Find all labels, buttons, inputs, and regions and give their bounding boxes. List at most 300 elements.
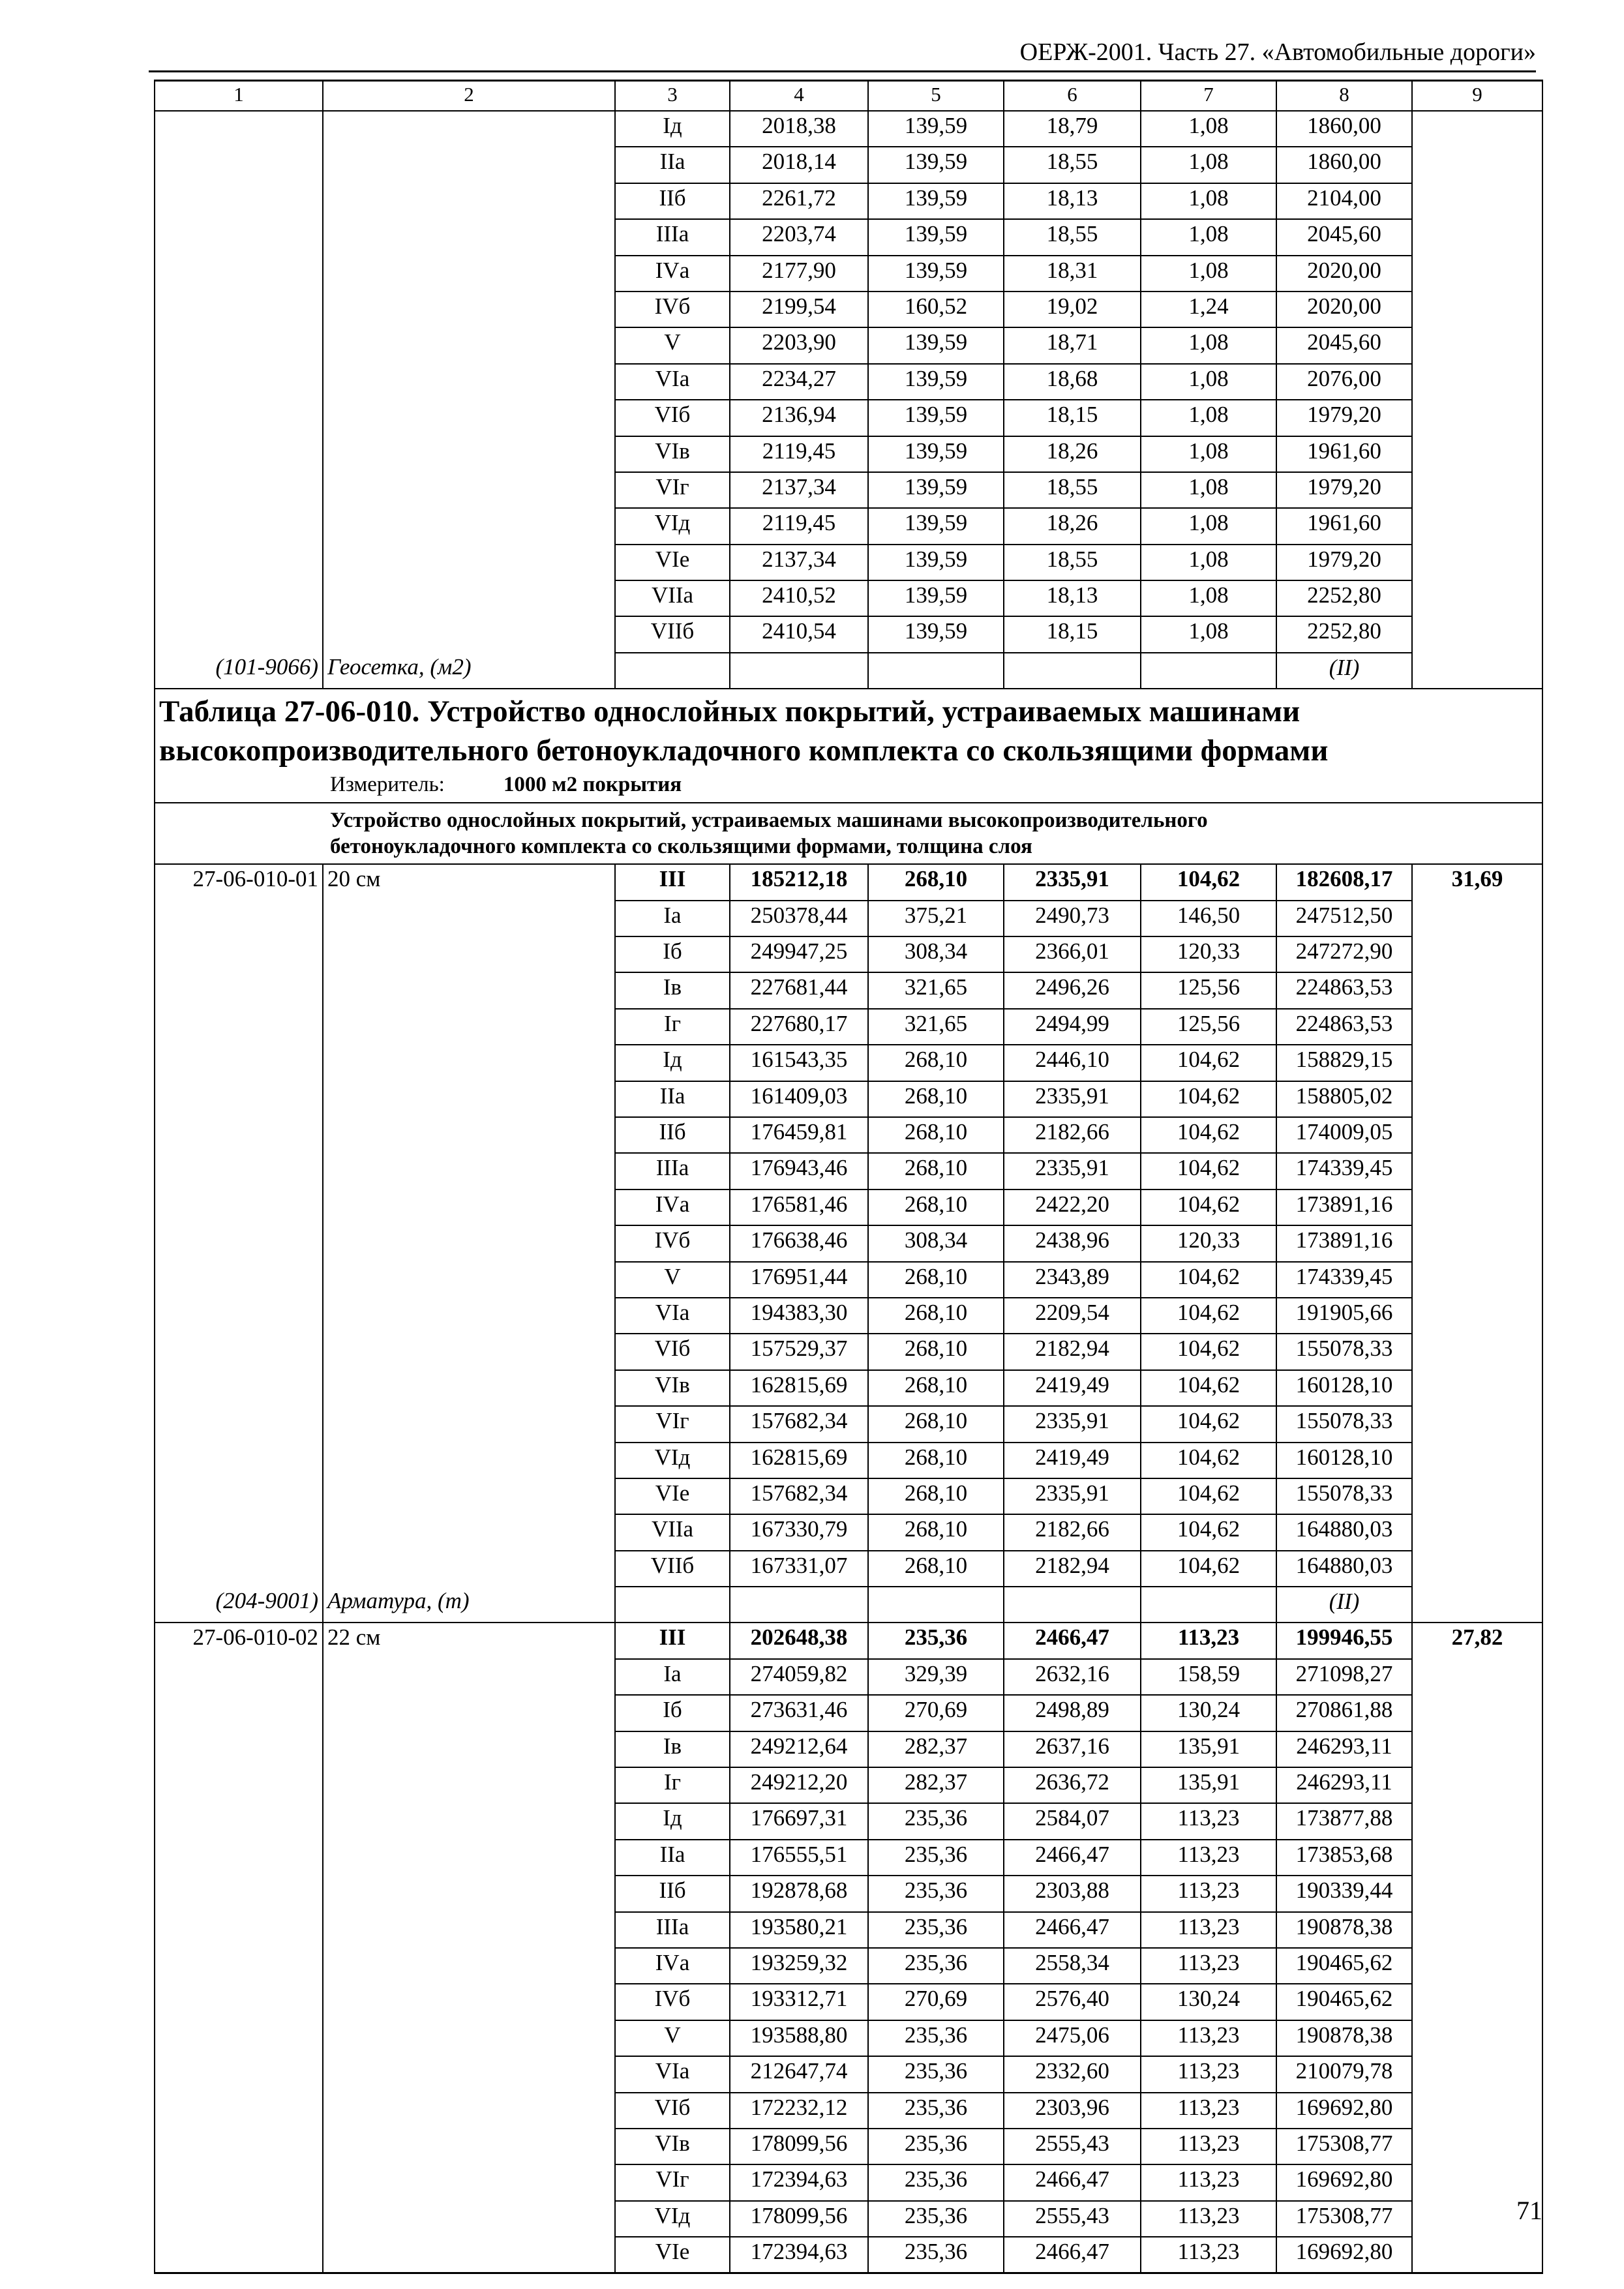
- value-cell: 1,08: [1141, 508, 1276, 544]
- column-number: 9: [1412, 81, 1542, 112]
- value-cell: 139,59: [868, 580, 1004, 616]
- value-cell: 2018,38: [730, 111, 868, 147]
- value-cell: 282,37: [868, 1767, 1004, 1803]
- value-cell: 162815,69: [730, 1443, 868, 1478]
- value-cell: 125,56: [1141, 972, 1276, 1008]
- value-cell: 2261,72: [730, 183, 868, 219]
- rate-name: 20 см: [323, 864, 615, 900]
- value-cell: 2020,00: [1276, 292, 1412, 327]
- table-cell: [323, 1189, 615, 1225]
- value-cell: 2104,00: [1276, 183, 1412, 219]
- table-cell: [323, 1731, 615, 1767]
- value-cell: 321,65: [868, 972, 1004, 1008]
- table-cell: [323, 1840, 615, 1876]
- column-number: 1: [155, 81, 323, 112]
- table-cell: [323, 1117, 615, 1153]
- value-cell: 2576,40: [1004, 1984, 1141, 2020]
- table-row: [155, 111, 1542, 147]
- value-cell: 191905,66: [1276, 1298, 1412, 1334]
- column-number: 5: [868, 81, 1004, 112]
- value-cell: 104,62: [1141, 1298, 1276, 1334]
- table-cell: [155, 508, 323, 544]
- table-cell: [323, 2020, 615, 2056]
- table-cell: [323, 111, 615, 147]
- table-cell: [1412, 616, 1542, 652]
- value-cell: 193580,21: [730, 1912, 868, 1948]
- value-cell: 139,59: [868, 400, 1004, 436]
- table-row: [155, 1912, 1542, 1948]
- zone-cell: V: [615, 2020, 730, 2056]
- table-cell: [155, 545, 323, 580]
- value-cell: 270,69: [868, 1984, 1004, 2020]
- value-cell: 190878,38: [1276, 2020, 1412, 2056]
- value-cell: 139,59: [868, 111, 1004, 147]
- table-cell: [323, 292, 615, 327]
- value-cell: 235,36: [868, 1623, 1004, 1658]
- value-cell: 375,21: [868, 901, 1004, 936]
- value-cell: 2632,16: [1004, 1659, 1141, 1695]
- table-cell: [155, 436, 323, 472]
- value-cell: 2438,96: [1004, 1225, 1141, 1261]
- page-number: 71: [1516, 2196, 1542, 2225]
- table-row: [155, 936, 1542, 972]
- value-cell: 172232,12: [730, 2093, 868, 2129]
- table-cell: [323, 2237, 615, 2273]
- value-cell: 2137,34: [730, 545, 868, 580]
- value-cell: 120,33: [1141, 1225, 1276, 1261]
- table-title-line: высокопроизводительного бетоноукладочного комплекта со скользящими формами: [159, 734, 1329, 768]
- table-row: [155, 472, 1542, 508]
- table-cell: [323, 936, 615, 972]
- value-cell: 235,36: [868, 2201, 1004, 2237]
- rate-base-row: [155, 1623, 1542, 1658]
- value-cell: 139,59: [868, 219, 1004, 255]
- rates-table: [154, 80, 1543, 2274]
- value-cell: 2136,94: [730, 400, 868, 436]
- table-subtitle-cell: [155, 803, 1542, 864]
- table-cell: [1412, 472, 1542, 508]
- zone-cell: Iд: [615, 1803, 730, 1839]
- value-cell: 113,23: [1141, 2201, 1276, 2237]
- value-cell: 1,08: [1141, 545, 1276, 580]
- value-cell: 160128,10: [1276, 1443, 1412, 1478]
- table-cell: [1412, 653, 1542, 689]
- column-number: 8: [1276, 81, 1412, 112]
- table-title: [155, 692, 1542, 770]
- value-cell: 2234,27: [730, 364, 868, 400]
- table-cell: [155, 364, 323, 400]
- value-cell: 2203,74: [730, 219, 868, 255]
- table-cell: [323, 2129, 615, 2164]
- zone-cell: VIб: [615, 1334, 730, 1369]
- value-cell: 1,08: [1141, 147, 1276, 183]
- zone-cell: VIг: [615, 472, 730, 508]
- value-cell: 18,68: [1004, 364, 1141, 400]
- table-row: [155, 1045, 1542, 1081]
- table-row: [155, 292, 1542, 327]
- table-row: [155, 2201, 1542, 2237]
- table-row: [155, 1478, 1542, 1514]
- value-cell: 174339,45: [1276, 1153, 1412, 1189]
- value-cell: 173877,88: [1276, 1803, 1412, 1839]
- zone-cell: IIб: [615, 1117, 730, 1153]
- value-cell: 178099,56: [730, 2129, 868, 2164]
- table-cell: [155, 256, 323, 292]
- table-row: [155, 508, 1542, 544]
- table-cell: [323, 1695, 615, 1731]
- zone-cell: VIа: [615, 364, 730, 400]
- value-cell: 104,62: [1141, 1153, 1276, 1189]
- value-cell: 1979,20: [1276, 400, 1412, 436]
- measure-label: Измеритель:: [330, 773, 445, 797]
- zone-cell: VIIа: [615, 580, 730, 616]
- value-cell: 2490,73: [1004, 901, 1141, 936]
- value-cell: 162815,69: [730, 1370, 868, 1406]
- value-cell: 2119,45: [730, 436, 868, 472]
- table-row: [155, 1189, 1542, 1225]
- table-cell: [1412, 1948, 1542, 1984]
- table-cell: [1412, 2129, 1542, 2164]
- table-row: [155, 1153, 1542, 1189]
- table-cell: [323, 1153, 615, 1189]
- value-cell: 2496,26: [1004, 972, 1141, 1008]
- table-cell: [155, 580, 323, 616]
- resource-row: [155, 1587, 1542, 1623]
- table-cell: [1412, 147, 1542, 183]
- table-cell: [1412, 1514, 1542, 1550]
- value-cell: 113,23: [1141, 1803, 1276, 1839]
- value-cell: 178099,56: [730, 2201, 868, 2237]
- value-cell: 139,59: [868, 616, 1004, 652]
- table-cell: [1412, 2020, 1542, 2056]
- value-cell: 2419,49: [1004, 1370, 1141, 1406]
- value-cell: 139,59: [868, 508, 1004, 544]
- value-cell: 268,10: [868, 1514, 1004, 1550]
- zone-cell: Iа: [615, 1659, 730, 1695]
- value-cell: 2137,34: [730, 472, 868, 508]
- zone-cell: Iв: [615, 1731, 730, 1767]
- table-cell: [1412, 436, 1542, 472]
- value-cell: 104,62: [1141, 1189, 1276, 1225]
- table-cell: [323, 1551, 615, 1587]
- table-cell: [1412, 1803, 1542, 1839]
- table-cell: [155, 1731, 323, 1767]
- value-cell: 1961,60: [1276, 436, 1412, 472]
- zone-cell: Iд: [615, 111, 730, 147]
- table-row: [155, 2093, 1542, 2129]
- value-cell: 1860,00: [1276, 111, 1412, 147]
- value-cell: 2466,47: [1004, 2164, 1141, 2200]
- table-cell: [155, 219, 323, 255]
- value-cell: 174009,05: [1276, 1117, 1412, 1153]
- table-row: [155, 1009, 1542, 1045]
- table-cell: [323, 327, 615, 363]
- table-cell: [1141, 1587, 1276, 1623]
- table-row: [155, 901, 1542, 936]
- table-cell: [1412, 1478, 1542, 1514]
- value-cell: 1,08: [1141, 400, 1276, 436]
- table-cell: [615, 653, 730, 689]
- table-cell: [155, 147, 323, 183]
- value-cell: 268,10: [868, 1153, 1004, 1189]
- table-cell: [323, 2056, 615, 2092]
- table-cell: [155, 1912, 323, 1948]
- table-row: [155, 1803, 1542, 1839]
- value-cell: 235,36: [868, 1912, 1004, 1948]
- value-cell: 192878,68: [730, 1876, 868, 1911]
- value-cell: 2332,60: [1004, 2056, 1141, 2092]
- value-cell: 268,10: [868, 1081, 1004, 1117]
- table-cell: [1412, 901, 1542, 936]
- value-cell: 268,10: [868, 1262, 1004, 1298]
- table-row: [155, 256, 1542, 292]
- value-cell: 175308,77: [1276, 2129, 1412, 2164]
- table-row: [155, 1443, 1542, 1478]
- table-title-line: Таблица 27-06-010. Устройство однослойных покрытий, устраиваемых машинами: [159, 695, 1301, 729]
- value-cell: 139,59: [868, 147, 1004, 183]
- table-cell: [155, 1803, 323, 1839]
- table-cell: [323, 1912, 615, 1948]
- table-row: [155, 2129, 1542, 2164]
- table-cell: [1412, 1189, 1542, 1225]
- value-cell: 167330,79: [730, 1514, 868, 1550]
- value-cell: 139,59: [868, 436, 1004, 472]
- table-cell: [1412, 1406, 1542, 1442]
- table-cell: [1412, 1659, 1542, 1695]
- zone-cell: V: [615, 327, 730, 363]
- value-cell: 161409,03: [730, 1081, 868, 1117]
- resource-row: [155, 653, 1542, 689]
- value-cell: 104,62: [1141, 1370, 1276, 1406]
- table-cell: [1412, 1334, 1542, 1369]
- table-row: [155, 1298, 1542, 1334]
- table-cell: [868, 1587, 1004, 1623]
- table-cell: [1412, 972, 1542, 1008]
- value-cell: 2498,89: [1004, 1695, 1141, 1731]
- value-cell: 2343,89: [1004, 1262, 1141, 1298]
- measure-line: [155, 770, 1542, 799]
- table-cell: [155, 1767, 323, 1803]
- table-cell: [155, 1840, 323, 1876]
- table-cell: [615, 1587, 730, 1623]
- value-cell: 173853,68: [1276, 1840, 1412, 1876]
- value-cell: 247512,50: [1276, 901, 1412, 936]
- table-cell: [155, 1370, 323, 1406]
- value-cell: 173891,16: [1276, 1189, 1412, 1225]
- value-cell: 157682,34: [730, 1478, 868, 1514]
- value-cell: 1,08: [1141, 472, 1276, 508]
- value-cell: 249212,64: [730, 1731, 868, 1767]
- zone-cell: III: [615, 864, 730, 900]
- table-cell: [155, 1659, 323, 1695]
- zone-cell: VIд: [615, 508, 730, 544]
- table-cell: [1412, 936, 1542, 972]
- value-cell: 2182,94: [1004, 1334, 1141, 1369]
- value-cell: 2119,45: [730, 508, 868, 544]
- table-cell: [730, 653, 868, 689]
- zone-cell: IIа: [615, 1081, 730, 1117]
- value-cell: 199946,55: [1276, 1623, 1412, 1658]
- rate-code: 27-06-010-02: [155, 1623, 323, 1658]
- table-cell: [155, 1262, 323, 1298]
- table-row: [155, 1262, 1542, 1298]
- resource-code: (101-9066): [155, 653, 323, 689]
- value-cell: 271098,27: [1276, 1659, 1412, 1695]
- value-cell: 270861,88: [1276, 1695, 1412, 1731]
- table-cell: [323, 901, 615, 936]
- value-cell: 146,50: [1141, 901, 1276, 936]
- value-cell: 164880,03: [1276, 1551, 1412, 1587]
- value-cell: 139,59: [868, 472, 1004, 508]
- table-cell: [1412, 327, 1542, 363]
- column-number: 2: [323, 81, 615, 112]
- running-header: ОЕРЖ-2001. Часть 27. «Автомобильные дороги»: [1019, 38, 1536, 66]
- table-cell: [155, 1298, 323, 1334]
- value-cell: 235,36: [868, 2056, 1004, 2092]
- value-cell: 2018,14: [730, 147, 868, 183]
- zone-cell: Iг: [615, 1009, 730, 1045]
- zone-cell: IIIа: [615, 1153, 730, 1189]
- value-cell: 2584,07: [1004, 1803, 1141, 1839]
- table-cell: [155, 1153, 323, 1189]
- value-cell: 158,59: [1141, 1659, 1276, 1695]
- value-cell: 113,23: [1141, 2164, 1276, 2200]
- value-cell: 130,24: [1141, 1695, 1276, 1731]
- value-cell: 308,34: [868, 936, 1004, 972]
- zone-cell: VIе: [615, 1478, 730, 1514]
- value-cell: 169692,80: [1276, 2093, 1412, 2129]
- table-cell: [323, 256, 615, 292]
- table-row: [155, 1370, 1542, 1406]
- zone-cell: Iв: [615, 972, 730, 1008]
- table-row: [155, 545, 1542, 580]
- table-row: [155, 219, 1542, 255]
- table-row: [155, 1876, 1542, 1911]
- value-cell: 2045,60: [1276, 327, 1412, 363]
- value-cell: 1961,60: [1276, 508, 1412, 544]
- zone-cell: Iб: [615, 1695, 730, 1731]
- table-row: [155, 1948, 1542, 1984]
- table-cell: [1004, 1587, 1141, 1623]
- zone-cell: IIIа: [615, 219, 730, 255]
- table-subtitle-line: Устройство однослойных покрытий, устраиваемых машинами высокопроизводительного: [330, 809, 1208, 833]
- table-cell: [1412, 1984, 1542, 2020]
- table-cell: [155, 2237, 323, 2273]
- table-cell: [1412, 1370, 1542, 1406]
- table-row: [155, 1514, 1542, 1550]
- value-cell: 2076,00: [1276, 364, 1412, 400]
- zone-cell: IVа: [615, 1948, 730, 1984]
- zone-cell: IIа: [615, 1840, 730, 1876]
- value-cell: 169692,80: [1276, 2237, 1412, 2273]
- value-cell: 135,91: [1141, 1731, 1276, 1767]
- table-row: [155, 1117, 1542, 1153]
- table-cell: [155, 2093, 323, 2129]
- column-number: 4: [730, 81, 868, 112]
- value-cell: 135,91: [1141, 1767, 1276, 1803]
- value-cell: 2410,52: [730, 580, 868, 616]
- value-cell: 308,34: [868, 1225, 1004, 1261]
- table-row: [155, 183, 1542, 219]
- value-cell: 113,23: [1141, 1623, 1276, 1658]
- table-row: [155, 400, 1542, 436]
- value-cell: 104,62: [1141, 1262, 1276, 1298]
- value-cell: 120,33: [1141, 936, 1276, 972]
- table-row: [155, 1551, 1542, 1587]
- value-cell: 2419,49: [1004, 1443, 1141, 1478]
- value-cell: 2636,72: [1004, 1767, 1141, 1803]
- zone-cell: VIIа: [615, 1514, 730, 1550]
- zone-cell: IVа: [615, 256, 730, 292]
- table-cell: [323, 1298, 615, 1334]
- table-cell: [323, 1803, 615, 1839]
- table-row: [155, 364, 1542, 400]
- value-cell: 1979,20: [1276, 545, 1412, 580]
- value-cell: 268,10: [868, 1045, 1004, 1081]
- table-row: [155, 1695, 1542, 1731]
- value-cell: 113,23: [1141, 1840, 1276, 1876]
- table-cell: [323, 2093, 615, 2129]
- value-cell: 176951,44: [730, 1262, 868, 1298]
- value-cell: 235,36: [868, 1876, 1004, 1911]
- value-cell: 157682,34: [730, 1406, 868, 1442]
- value-cell: 113,23: [1141, 1912, 1276, 1948]
- value-cell: 130,24: [1141, 1984, 1276, 2020]
- zone-cell: VIа: [615, 1298, 730, 1334]
- table-cell: [155, 1695, 323, 1731]
- table-cell: [1412, 400, 1542, 436]
- table-cell: [323, 1984, 615, 2020]
- zone-cell: VIг: [615, 2164, 730, 2200]
- table-row: [155, 1225, 1542, 1261]
- table-cell: [155, 2020, 323, 2056]
- resource-name: Геосетка, (м2): [323, 653, 615, 689]
- rate-base-row: [155, 864, 1542, 900]
- value-cell: 2366,01: [1004, 936, 1141, 972]
- table-cell: [1412, 2237, 1542, 2273]
- value-cell: 250378,44: [730, 901, 868, 936]
- table-cell: [323, 545, 615, 580]
- table-cell: [155, 1948, 323, 1984]
- table-cell: [323, 1659, 615, 1695]
- value-cell: 2466,47: [1004, 2237, 1141, 2273]
- value-cell: 173891,16: [1276, 1225, 1412, 1261]
- value-cell: 2335,91: [1004, 1081, 1141, 1117]
- table-cell: [730, 1587, 868, 1623]
- value-cell: 2303,96: [1004, 2093, 1141, 2129]
- value-cell: 2199,54: [730, 292, 868, 327]
- value-cell: 2177,90: [730, 256, 868, 292]
- value-cell: 1,08: [1141, 219, 1276, 255]
- table-cell: [1412, 1298, 1542, 1334]
- table-cell: [1412, 1045, 1542, 1081]
- value-cell: 18,13: [1004, 580, 1141, 616]
- column-number-row: [155, 81, 1542, 112]
- table-cell: [323, 364, 615, 400]
- table-cell: [155, 1984, 323, 2020]
- table-row: [155, 1767, 1542, 1803]
- value-cell: 2252,80: [1276, 580, 1412, 616]
- value-cell: 1860,00: [1276, 147, 1412, 183]
- table-cell: [323, 1514, 615, 1550]
- value-cell: 268,10: [868, 1443, 1004, 1478]
- zone-cell: VIе: [615, 2237, 730, 2273]
- table-row: [155, 580, 1542, 616]
- table-cell: [155, 936, 323, 972]
- table-cell: [323, 472, 615, 508]
- value-cell: 2446,10: [1004, 1045, 1141, 1081]
- table-cell: [155, 1045, 323, 1081]
